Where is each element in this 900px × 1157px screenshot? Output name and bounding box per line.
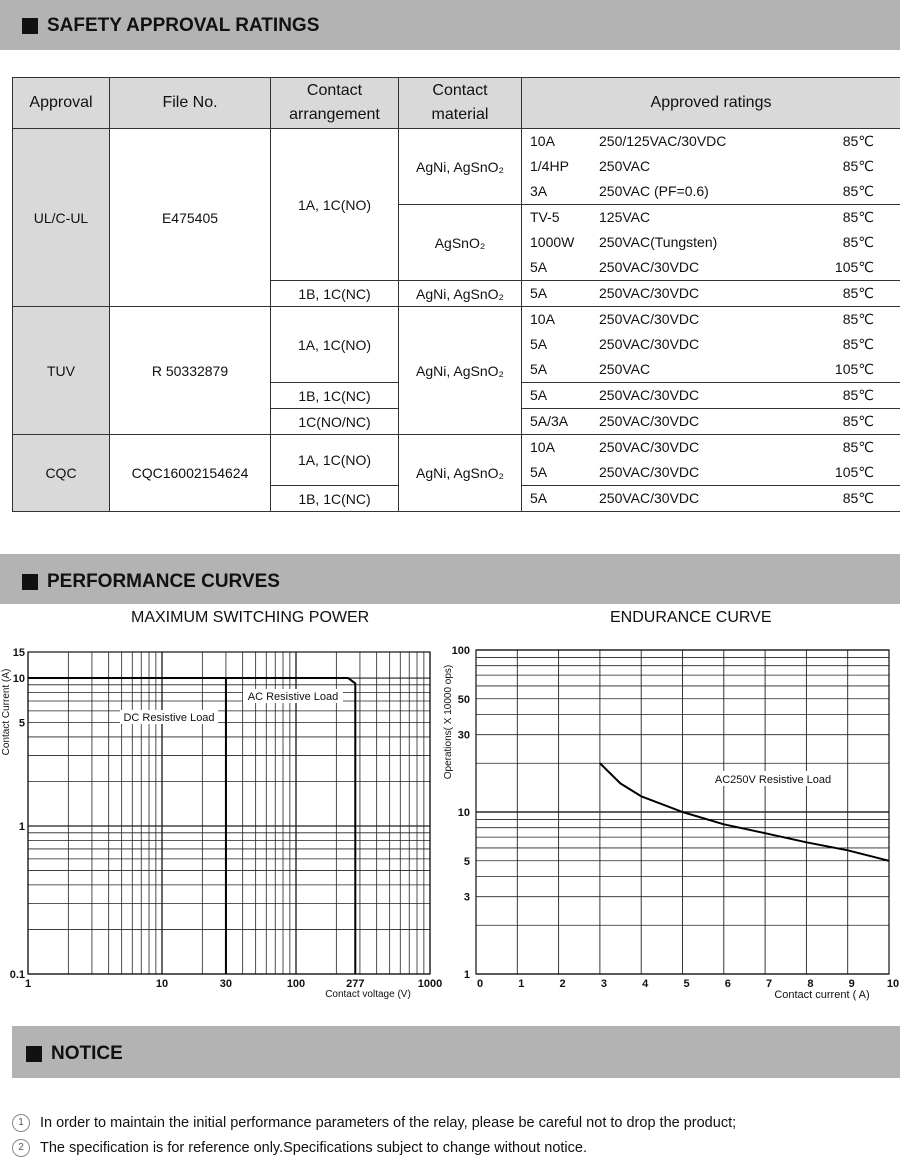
notice-item bbox=[12, 1114, 736, 1132]
approval-cell: TUV bbox=[13, 307, 110, 435]
header-approval: Approval bbox=[13, 78, 110, 129]
circled-number: 1 bbox=[12, 1114, 30, 1132]
section-title: PERFORMANCE CURVES bbox=[47, 571, 280, 592]
x-tick-label: 3 bbox=[600, 978, 607, 990]
notice-text: In order to maintain the initial performance parameters of the relay, please be careful not to drop the product; bbox=[40, 1114, 737, 1131]
ac-load-label: AC Resistive Load bbox=[247, 691, 339, 703]
x-axis-label: Contact current ( A) bbox=[774, 989, 870, 1001]
header-contact-arrangement: Contact arrangement bbox=[271, 78, 399, 129]
square-bullet-icon bbox=[26, 1046, 42, 1062]
x-tick-label: 8 bbox=[807, 978, 814, 990]
x-tick-label: 2 bbox=[559, 978, 566, 990]
material-cell: AgSnO₂ bbox=[399, 205, 522, 281]
y-tick-label: 50 bbox=[457, 693, 470, 706]
x-tick-label: 0 bbox=[476, 978, 484, 990]
x-tick-label: 10 bbox=[155, 978, 169, 990]
approval-cell: UL/C-UL bbox=[13, 129, 110, 307]
y-tick-label: 10 bbox=[457, 807, 470, 819]
rating-cell: 5A 250VAC 105℃ bbox=[522, 357, 900, 383]
y-axis-label: Operations( X 10000 ops) bbox=[443, 664, 454, 780]
y-tick-label: 10 bbox=[12, 673, 25, 686]
file-cell: CQC16002154624 bbox=[110, 435, 271, 512]
notice-item bbox=[12, 1139, 587, 1157]
x-tick-label: 5 bbox=[683, 978, 690, 990]
y-tick-label: 5 bbox=[18, 717, 25, 730]
rating-cell: TV-5 125VAC 85℃ bbox=[522, 205, 900, 231]
y-tick-label: 5 bbox=[463, 855, 470, 868]
dc-load-label: DC Resistive Load bbox=[123, 712, 215, 724]
arrangement-cell: 1A, 1C(NO) bbox=[271, 307, 399, 383]
header-approved-ratings: Approved ratings bbox=[522, 78, 900, 129]
y-tick-label: 1 bbox=[463, 969, 470, 981]
arrangement-cell: 1B, 1C(NC) bbox=[271, 383, 399, 409]
rating-cell: 10A 250VAC/30VDC 85℃ bbox=[522, 435, 900, 461]
x-tick-label: 277 bbox=[346, 978, 365, 990]
material-cell: AgNi, AgSnO₂ bbox=[399, 435, 522, 512]
x-tick-label: 100 bbox=[286, 978, 306, 990]
notice-text: The specification is for reference only.Specifications subject to change without notice. bbox=[40, 1139, 587, 1156]
x-tick-label: 1 bbox=[518, 978, 525, 990]
arrangement-cell: 1B, 1C(NC) bbox=[271, 281, 399, 307]
arrangement-cell: 1B, 1C(NC) bbox=[271, 486, 399, 512]
chart-title-switching-power: MAXIMUM SWITCHING POWER bbox=[131, 609, 370, 626]
x-tick-label: 10 bbox=[886, 978, 900, 990]
material-cell: AgNi, AgSnO₂ bbox=[399, 129, 522, 205]
x-tick-label: 1 bbox=[24, 978, 32, 990]
arrangement-cell: 1A, 1C(NO) bbox=[271, 129, 399, 281]
y-tick-label: 15 bbox=[12, 647, 25, 659]
notice-section-header bbox=[12, 1026, 900, 1078]
x-tick-label: 7 bbox=[766, 978, 773, 990]
x-tick-label: 4 bbox=[642, 978, 649, 990]
y-tick-label: 3 bbox=[463, 891, 470, 904]
x-axis-label: Contact voltage (V) bbox=[325, 989, 411, 1000]
rating-cell: 1000W 250VAC(Tungsten) 85℃ bbox=[522, 230, 900, 255]
y-tick-label: 1 bbox=[18, 821, 25, 834]
header-contact-material: Contact material bbox=[399, 78, 522, 129]
rating-cell: 5A 250VAC/30VDC 105℃ bbox=[522, 255, 900, 281]
material-cell: AgNi, AgSnO₂ bbox=[399, 307, 522, 435]
header-file-no: File No. bbox=[110, 78, 271, 129]
x-tick-label: 30 bbox=[219, 978, 233, 990]
rating-cell: 5A 250VAC/30VDC 105℃ bbox=[522, 460, 900, 486]
y-tick-label: 100 bbox=[451, 645, 470, 657]
arrangement-cell: 1A, 1C(NO) bbox=[271, 435, 399, 486]
arrangement-cell: 1C(NO/NC) bbox=[271, 409, 399, 435]
x-tick-label: 6 bbox=[724, 978, 731, 990]
series-label: AC250V Resistive Load bbox=[714, 774, 832, 786]
chart-title-endurance: ENDURANCE CURVE bbox=[610, 609, 772, 626]
y-tick-label: 30 bbox=[457, 729, 470, 742]
x-tick-label: 9 bbox=[848, 978, 855, 990]
rating-cell: 5A 250VAC/30VDC 85℃ bbox=[522, 281, 900, 307]
rating-cell: 5A 250VAC/30VDC 85℃ bbox=[522, 486, 900, 512]
y-axis-label: Contact Current (A) bbox=[1, 668, 12, 756]
approval-cell: CQC bbox=[13, 435, 110, 512]
rating-cell: 5A 250VAC/30VDC 85℃ bbox=[522, 383, 900, 409]
rating-cell: 10A 250/125VAC/30VDC 85℃ bbox=[522, 129, 900, 155]
rating-cell: 3A 250VAC (PF=0.6) 85℃ bbox=[522, 179, 900, 205]
file-cell: R 50332879 bbox=[110, 307, 271, 435]
rating-cell: 10A 250VAC/30VDC 85℃ bbox=[522, 307, 900, 333]
y-tick-label: 0.1 bbox=[9, 969, 25, 981]
section-title: SAFETY APPROVAL RATINGS bbox=[47, 15, 320, 36]
material-cell: AgNi, AgSnO₂ bbox=[399, 281, 522, 307]
file-cell: E475405 bbox=[110, 129, 271, 307]
circled-number: 2 bbox=[12, 1139, 30, 1157]
rating-cell: 5A 250VAC/30VDC 85℃ bbox=[522, 332, 900, 357]
rating-cell: 1/4HP 250VAC 85℃ bbox=[522, 154, 900, 179]
x-tick-label: 1000 bbox=[417, 978, 443, 990]
rating-cell: 5A/3A 250VAC/30VDC 85℃ bbox=[522, 409, 900, 435]
section-title: NOTICE bbox=[51, 1043, 123, 1064]
